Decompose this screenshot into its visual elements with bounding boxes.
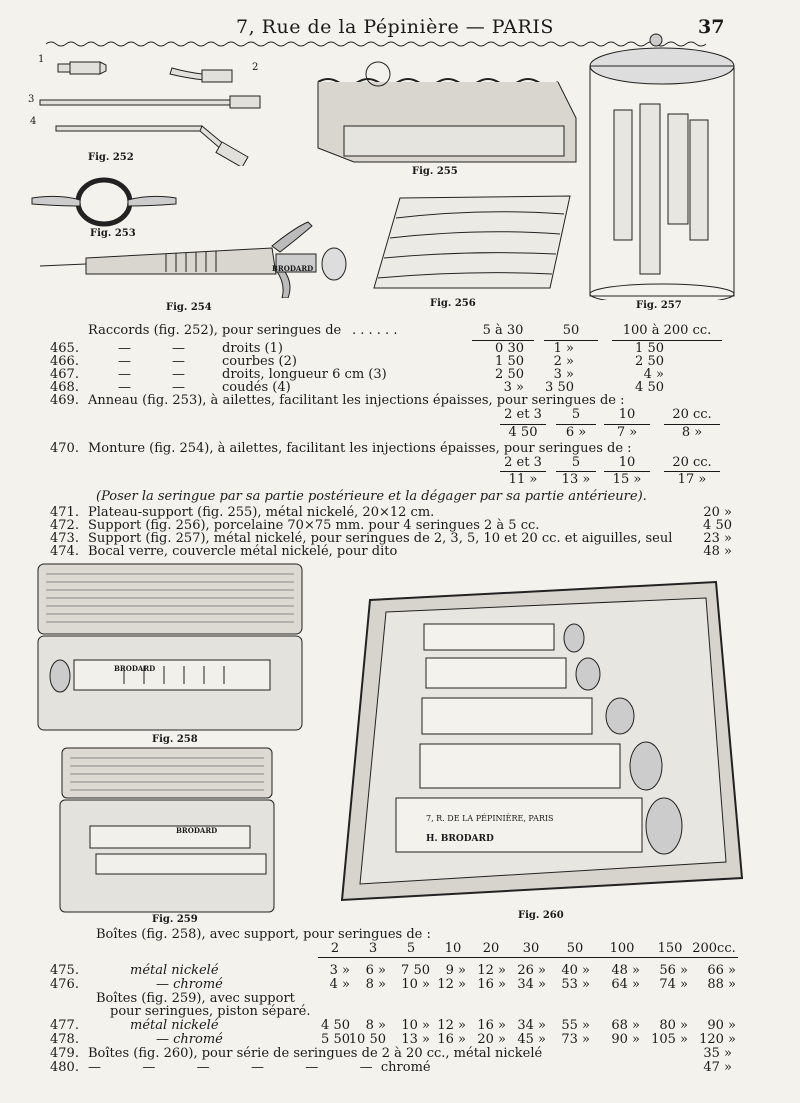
fig-257-syringe-jar <box>582 30 744 316</box>
boxes-259-intro-1: Boîtes (fig. 259), avec support <box>96 991 295 1006</box>
fig-255-tray <box>314 58 578 180</box>
item-474-description: Bocal verre, couvercle métal nickelé, pour dito <box>88 544 398 559</box>
item-476-number: 476. <box>50 977 79 992</box>
fig-252-label-1: 1 <box>38 54 45 65</box>
fig-258-brand: BRODARD <box>114 664 156 673</box>
item-465-number: 465. <box>50 341 79 356</box>
fig-252-caption: Fig. 252 <box>88 152 134 163</box>
boxes-col-8: 100 <box>609 941 635 956</box>
item-468-price-2: 3 50 <box>545 380 574 395</box>
item-475-label: métal nickelé <box>130 963 219 978</box>
fig-258-box <box>34 562 310 748</box>
boxes-258-intro: Boîtes (fig. 258), avec support, pour seringues de : <box>96 927 431 942</box>
item-471-description: Plateau-support (fig. 255), métal nickelé, 20×12 cm. <box>88 505 435 520</box>
item-480-number: 480. <box>50 1060 79 1075</box>
item-468-price-3: 4 50 <box>635 380 664 395</box>
boxes-col-5: 20 <box>482 941 500 956</box>
item-474-price: 48 » <box>703 544 732 559</box>
item-477-label: métal nickelé <box>130 1018 219 1033</box>
raccords-col-1: 5 à 30 <box>482 323 524 338</box>
item-470-number: 470. <box>50 441 79 456</box>
item-470-col-2: 5 <box>571 455 581 470</box>
item-467-price-2: 3 » <box>553 367 574 382</box>
item-470-note: (Poser la seringue par sa partie postérieure et la dégager par sa partie antérieure). <box>96 489 647 504</box>
item-478-number: 478. <box>50 1032 79 1047</box>
item-465-price-1: 0 30 <box>495 341 524 356</box>
item-471-price: 20 » <box>703 505 732 520</box>
item-466-price-3: 2 50 <box>635 354 664 369</box>
boxes-col-10: 200cc. <box>692 941 736 956</box>
item-470-price-1: 11 » <box>508 472 538 487</box>
boxes-col-7: 50 <box>566 941 584 956</box>
boxes-col-4: 10 <box>444 941 462 956</box>
boxes-col-3: 5 <box>406 941 416 956</box>
item-468-price-1: 3 » <box>503 380 524 395</box>
item-469-col-2: 5 <box>571 407 581 422</box>
item-479-number: 479. <box>50 1046 79 1061</box>
item-465-price-3: 1 50 <box>635 341 664 356</box>
fig-252-label-3: 3 <box>28 94 35 105</box>
fig-260-caption: Fig. 260 <box>518 910 564 921</box>
item-472-price: 4 50 <box>703 518 732 533</box>
item-470-description: Monture (fig. 254), à ailettes, facilitant les injections épaisses, pour seringues de : <box>88 441 632 456</box>
item-478-label: — chromé <box>156 1032 223 1047</box>
boxes-col-9: 150 <box>657 941 683 956</box>
item-477-number: 477. <box>50 1018 79 1033</box>
page-number: 37 <box>698 16 725 38</box>
item-479-price: 35 » <box>703 1046 732 1061</box>
fig-257-caption: Fig. 257 <box>636 300 682 311</box>
fig-253-caption: Fig. 253 <box>90 228 136 239</box>
item-469-price-2: 6 » <box>565 425 587 440</box>
catalog-page: 7, Rue de la Pépinière — PARIS 37 1 2 3 4 Fig. 252 Fig. 253 BRODARD Fig. 254 Fig. 255 Fig. 256 Fig. 257 Raccords (fig. 252), pour seringues de . . . . . . 5 à 30 50 100 à 200 cc. 465. — — droits (1) 0 30 1 » 1 50 466. — — courbes (2) 1 50 2 » 2 50 467. — — droits, longueur 6 cm (3) 2 50 3 » 4 » 468. — — coudés (4) 3 » 3 50 4 50 469. Anneau (fig. 253), à ailettes, facilitant les injections épaisses, pour seringues de : 2 et 3 5 10 20 cc. 4 50 6 » 7 » 8 » 470. Monture (fig. 254), à ailettes, facilitant les injections épaisses, pour seringues de : 2 et 3 5 10 20 cc. 11 » 13 » 15 » 17 » (Poser la seringue par sa partie postérieure et la dégager par sa partie antérieure). 471. Plateau-support (fig. 255), métal nickelé, 20×12 cm. 20 » 472. Support (fig. 256), porcelaine 70×75 mm. pour 4 seringues 2 à 5 cc. 4 50 473. Support (fig. 257), métal nickelé, pour seringues de 2, 3, 5, 10 et 20 cc. et aiguilles, seul 23 » 474. Bocal verre, couvercle métal nickelé, pour dito 48 » BRODARD Fig. 258 BRODARD Fig. 259 H. BRODARD 7, R. DE LA PÉPINIÈRE, PARIS Fig. 260 Boîtes (fig. 258), avec support, pour seringues de : 2 3 5 10 20 30 50 100 150 200cc. 475. métal nickelé 3 » 6 » 7 50 9 » 12 » 26 » 40 » 48 » 56 » 66 » 476. — chromé 4 » 8 » 10 » 12 » 16 » 34 » 53 » 64 » 74 » 88 » Boîtes (fig. 259), avec support pour seringues, piston séparé. 477. métal nickelé 4 50 8 » 10 » 12 » 16 » 34 » 55 » 68 » 80 » 90 » 478. — chromé 5 50 10 50 13 » 16 » 20 » 45 » 73 » 90 » 105 » 120 » 479. Boîtes (fig. 260), pour série de seringues de 2 à 20 cc., métal nickelé 35 » 480. — — — — — — chromé 47 » <box>0 0 800 1103</box>
item-472-description: Support (fig. 256), porcelaine 70×75 mm. pour 4 seringues 2 à 5 cc. <box>88 518 540 533</box>
item-471-number: 471. <box>50 505 79 520</box>
fig-260-syringe-case <box>330 578 746 924</box>
item-468-label: coudés (4) <box>222 380 291 395</box>
item-479-description: Boîtes (fig. 260), pour série de seringues de 2 à 20 cc., métal nickelé <box>88 1046 543 1061</box>
raccords-intro: Raccords (fig. 252), pour seringues de <box>88 323 342 338</box>
item-466-price-2: 2 » <box>553 354 574 369</box>
fig-260-inscription: 7, R. DE LA PÉPINIÈRE, PARIS <box>426 814 554 823</box>
fig-259-caption: Fig. 259 <box>152 914 198 925</box>
item-474-number: 474. <box>50 544 79 559</box>
boxes-col-6: 30 <box>522 941 540 956</box>
fig-255-caption: Fig. 255 <box>412 166 458 177</box>
item-472-number: 472. <box>50 518 79 533</box>
fig-258-caption: Fig. 258 <box>152 734 198 745</box>
fig-252-label-4: 4 <box>30 116 37 127</box>
fig-254-brand: BRODARD <box>272 264 314 273</box>
page-title: 7, Rue de la Pépinière — PARIS <box>236 16 554 38</box>
item-467-number: 467. <box>50 367 79 382</box>
item-470-col-1: 2 et 3 <box>504 455 542 470</box>
item-470-price-3: 15 » <box>612 472 642 487</box>
item-469-price-3: 7 » <box>616 425 638 440</box>
item-467-price-3: 4 » <box>643 367 664 382</box>
boxes-col-2: 3 <box>368 941 378 956</box>
fig-254-syringe-mount <box>36 218 356 318</box>
fig-252-connectors <box>26 54 276 166</box>
item-473-number: 473. <box>50 531 79 546</box>
item-465-price-2: 1 » <box>553 341 574 356</box>
boxes-col-1: 2 <box>330 941 340 956</box>
item-480-description: — — — — — — chromé <box>88 1060 431 1075</box>
item-469-col-1: 2 et 3 <box>504 407 542 422</box>
fig-259-box <box>56 746 282 932</box>
raccords-col-2: 50 <box>562 323 580 338</box>
item-476-label: — chromé <box>156 977 223 992</box>
item-470-col-4: 20 cc. <box>672 455 712 470</box>
item-473-description: Support (fig. 257), métal nickelé, pour seringues de 2, 3, 5, 10 et 20 cc. et aiguilles, seul <box>88 531 673 546</box>
fig-259-brand: BRODARD <box>176 826 218 835</box>
item-469-price-1: 4 50 <box>508 425 538 440</box>
item-470-col-3: 10 <box>618 455 636 470</box>
item-468-number: 468. <box>50 380 79 395</box>
item-466-number: 466. <box>50 354 79 369</box>
fig-256-porcelain-support <box>370 188 580 312</box>
item-470-price-4: 17 » <box>677 472 707 487</box>
item-469-price-4: 8 » <box>681 425 703 440</box>
item-469-col-3: 10 <box>618 407 636 422</box>
raccords-col-3: 100 à 200 cc. <box>622 323 712 338</box>
boxes-259-intro-2: pour seringues, piston séparé. <box>110 1004 311 1019</box>
item-469-col-4: 20 cc. <box>672 407 712 422</box>
item-469-number: 469. <box>50 393 79 408</box>
fig-260-brand: H. BRODARD <box>426 834 494 844</box>
item-465-label: droits (1) <box>222 341 283 356</box>
item-470-price-2: 13 » <box>561 472 591 487</box>
item-467-label: droits, longueur 6 cm (3) <box>222 367 387 382</box>
item-480-price: 47 » <box>703 1060 732 1075</box>
item-466-label: courbes (2) <box>222 354 297 369</box>
fig-254-caption: Fig. 254 <box>166 302 212 313</box>
item-475-number: 475. <box>50 963 79 978</box>
item-466-price-1: 1 50 <box>495 354 524 369</box>
item-473-price: 23 » <box>703 531 732 546</box>
fig-256-caption: Fig. 256 <box>430 298 476 309</box>
fig-252-label-2: 2 <box>252 62 259 73</box>
item-469-description: Anneau (fig. 253), à ailettes, facilitant les injections épaisses, pour seringues de : <box>88 393 625 408</box>
item-467-price-1: 2 50 <box>495 367 524 382</box>
